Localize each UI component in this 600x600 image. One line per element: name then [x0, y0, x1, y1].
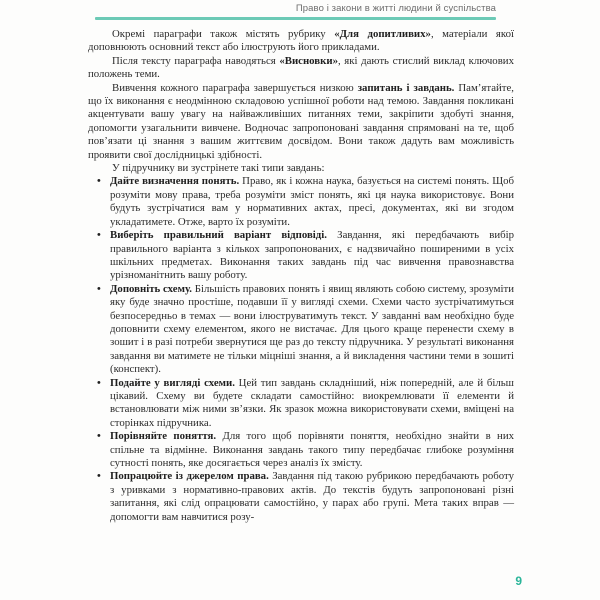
bold-run-in-text: Подайте у вигляді схеми. — [110, 376, 235, 389]
body-text-run: , матеріали якої доповнюють основний текст або ілюструють його прикладами. — [88, 28, 514, 54]
bold-run-in-text: Виберіть правильний варіант відповіді. — [110, 229, 327, 242]
body-text-run: Вивчення кожного параграфа завершується низкою — [112, 81, 358, 94]
bullet-item — [88, 470, 514, 524]
paragraph — [88, 82, 514, 162]
bold-run-in-text: Попрацюйте із джерелом права. — [110, 470, 269, 483]
bullet-marker: • — [97, 470, 101, 483]
page-header — [95, 3, 496, 15]
body-text-run: Для того щоб порівняти поняття, необхідно знайти в них спільне та відмінне. Виконання завдань такого типу передбачає глибоке розуміння сутності понять, яке досягається через аналіз їх змісту. — [110, 430, 514, 469]
content-area — [88, 28, 514, 524]
bullet-item — [88, 377, 514, 431]
bullet-marker: • — [97, 175, 101, 188]
header-rule — [95, 17, 496, 20]
paragraph — [88, 162, 514, 175]
bullet-marker: • — [97, 430, 101, 443]
paragraph — [88, 55, 514, 82]
bold-run-in-text: «Для допитливих» — [334, 28, 431, 40]
paragraph — [88, 28, 514, 55]
body-text-run: Пам’ятайте, що їх виконання є неодмінною складовою успішної роботи над темою. Завдання покликані акцентувати вашу увагу на найважливіших питаннях теми, закріпити здобуті знання, допомогти узагальнити вивчене. Водночас запропоновані завдання спрямовані на те, щоб пов’язати ці знання з вашим життєвим досвідом. Вони також дадуть вам можливість проявити свої дослідницькі здібності. — [88, 81, 514, 161]
body-text-run: Право, як і кожна наука, базується на системі понять. Щоб розуміти мову права, треба розуміти зміст понять, які ця наука використовує. Вони будуть зустрічатися вам у нормативних актах, пресі, документах, які ви згодом укладатимете. Отже, варто їх розуміти. — [110, 175, 514, 228]
bullet-marker: • — [97, 376, 101, 389]
body-text-run: Більшість правових понять і явищ являють собою систему, зрозуміти яку буде значно простіше, подавши її у вигляді схеми. Схеми часто зустрічатимуться безпосередньо в темах — вони ілюструватимуть текст. У завданні вам необхідно буде доповнити схему елементом, якого не вистачає. Для цього краще перенести схему в зошит і в разі потреби звернутися ще раз до тексту підручника. У результаті виконання завдання ви матимете не тільки міцніші знання, а й викладення частини теми в зошиті (конспект). — [110, 282, 514, 376]
body-text-run: , які дають стислий виклад ключових положень теми. — [88, 54, 514, 81]
running-head-title: Право і закони в житті людини й суспільства — [295, 3, 496, 14]
bullet-item — [88, 175, 514, 229]
bullet-item — [88, 430, 514, 470]
page-number: 9 — [515, 574, 522, 588]
bold-run-in-text: Дайте визначення понять. — [110, 175, 240, 188]
bullet-marker: • — [97, 229, 101, 242]
body-text-run: Цей тип завдань складніший, ніж попередній, але й більш цікавий. Схему ви будете складати самостійно: виокремлювати її елементи й встановлювати між ними зв’язки. Як зразок можна використовувати схеми, вміщені на сторінках підручника. — [110, 376, 514, 429]
body-text-run: Завдання під такою рубрикою передбачають роботу з уривками з нормативно-правових актів. До текстів будуть запропоновані різні запитання, які слід опрацювати самостійно, у парах або групі. Мета таких вправ — допомогти вам навчитися розу- — [110, 470, 514, 523]
bullet-marker: • — [97, 282, 101, 295]
body-text-run: У підручнику ви зустрінете такі типи завдань: — [112, 162, 325, 175]
bold-run-in-text: Доповніть схему. — [110, 282, 192, 295]
bold-run-in-text: Порівняйте поняття. — [110, 430, 217, 443]
bullet-item — [88, 283, 514, 377]
bold-run-in-text: «Висновки» — [279, 54, 338, 67]
bullet-item — [88, 229, 514, 283]
body-text-run: Після тексту параграфа наводяться — [112, 54, 280, 67]
body-text-run: Завдання, які передбачають вибір правильного варіанта з кількох запропонованих, є надзвичайно поширеними в усіх шкільних предметах. Виконання таких завдань під час вивчення правознавства урізноманітнить вашу роботу. — [110, 229, 514, 282]
body-text-run: Окремі параграфи також містять рубрику — [112, 28, 335, 40]
bold-run-in-text: запитань і завдань. — [357, 81, 455, 94]
